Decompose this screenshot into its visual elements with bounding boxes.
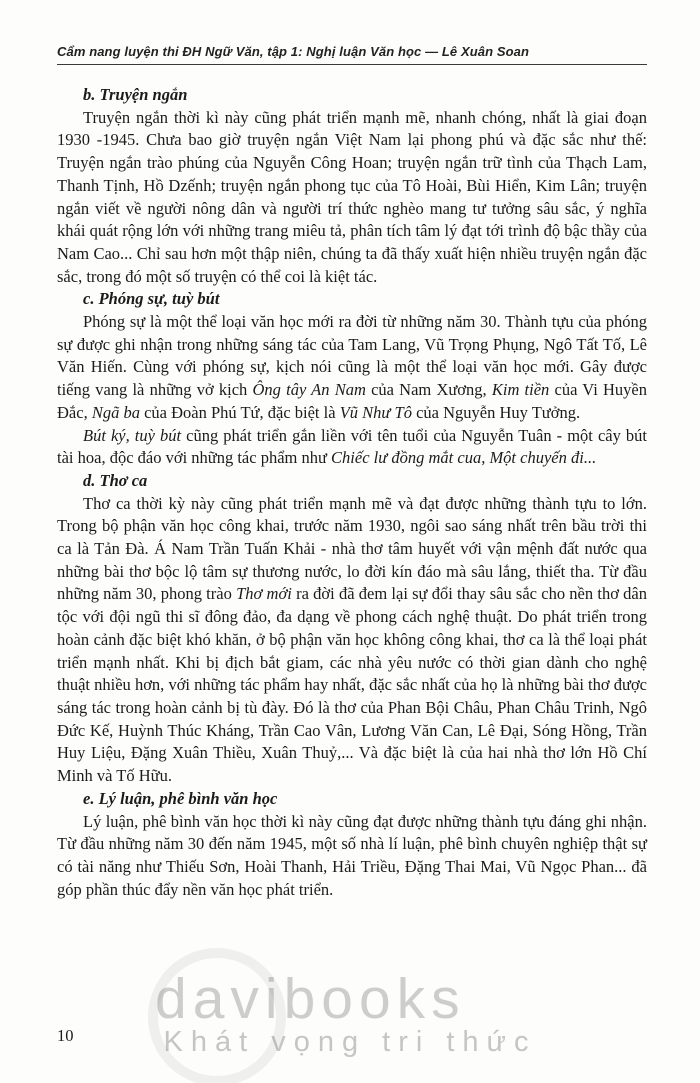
- italic-text-run: Kim tiền: [491, 380, 550, 400]
- paragraph: [57, 811, 647, 902]
- text-run: Phóng sự là một thể loại văn học mới ra đời từ những năm 30. Thành tựu của phóng sự được ghi nhận trong những sáng tác của Tam Lang, Vũ Trọng Phụng, Ngô Tất Tố, Lê Văn Hiến. Cùng với phóng sự, kịch nói cũng là một thể loại văn học mới. Gây được tiếng vang là những vở kịch: [57, 312, 647, 400]
- paragraph: [57, 493, 647, 788]
- paragraph: [57, 311, 647, 425]
- text-run: b. Truyện ngắn: [83, 85, 188, 104]
- text-run: Truyện ngắn thời kì này cũng phát triển mạnh mẽ, nhanh chóng, nhất là giai đoạn 1930 -1945. Chưa bao giờ truyện ngắn Việt Nam lại phong phú và đặc sắc như thế: Truyện ngắn trào phúng của Nguyễn Công Hoan; truyện ngắn trữ tình của Thạch Lam, Thanh Tịnh, Hồ Dzếnh; truyện ngắn phong tục của Tô Hoài, Bùi Hiển, Kim Lân; truyện ngắn viết về người nông dân và người trí thức nghèo mang tư tưởng sâu sắc, ý nghĩa khái quát rộng lớn với những trang miêu tả, phân tích tâm lý đạt tới trình độ bậc thầy của Nam Cao... Chỉ sau hơn một thập niên, chúng ta đã thấy xuất hiện nhiều truyện ngắn đặc sắc, trong đó một số truyện có thể coi là kiệt tác.: [57, 107, 647, 286]
- section-heading: [57, 288, 647, 311]
- section-heading: [57, 470, 647, 493]
- italic-text-run: Ngã ba: [91, 402, 140, 422]
- text-run: ra đời đã đem lại sự đổi thay sâu sắc cho nền thơ dân tộc với đội ngũ thi sĩ đông đảo, đa dạng về phong cách nghệ thuật. Do phát triển trong hoàn cảnh đặc biệt khó khăn, ở bộ phận văn học không công khai, thơ ca là thể loại phát triển mạnh nhất. Khi bị địch bắt giam, các nhà yêu nước có thời gian dành cho nghệ thuật nhiều hơn, với những tác phẩm hay nhất, đặc sắc nhất của họ là những bài thơ được sáng tác trong hoàn cảnh bị tù đày. Đó là thơ của Phan Bội Châu, Phan Châu Trinh, Ngô Đức Kế, Huỳnh Thúc Kháng, Trần Cao Vân, Lương Văn Can, Lê Đại, Sóng Hồng, Trần Huy Liệu, Đặng Xuân Thiều, Xuân Thuỷ,... Và đặc biệt là của hai nhà thơ lớn Hồ Chí Minh và Tố Hữu.: [57, 584, 647, 786]
- text-run: của Vi Huyền Đắc,: [57, 380, 648, 422]
- paragraph: [57, 425, 647, 470]
- text-run: của Nguyễn Huy Tưởng.: [411, 402, 581, 422]
- text-run: của Nam Xương,: [365, 380, 492, 400]
- section-heading: [57, 788, 647, 811]
- text-run: e. Lý luận, phê bình văn học: [83, 788, 278, 808]
- header-title: Cẩm nang luyện thi ĐH Ngữ Văn, tập 1: Nghị luận Văn học — Lê Xuân Soan: [57, 44, 530, 59]
- watermark-brand: davibooks: [155, 967, 466, 1031]
- text-run: Lý luận, phê bình văn học thời kì này cũng đạt được những thành tựu đáng ghi nhận. Từ đầu những năm 30 đến năm 1945, một số nhà lí luận, phê bình chuyên nghiệp thật sự có tài năng như Thiếu Sơn, Hoài Thanh, Hải Triều, Đặng Thai Mai, Vũ Ngọc Phan... đã góp phần thúc đẩy nền văn học phát triển.: [57, 811, 647, 899]
- page-number: 10: [57, 1026, 74, 1045]
- italic-text-run: Thơ mới: [236, 584, 292, 604]
- italic-text-run: Chiếc lư đồng mắt cua, Một chuyến đi...: [331, 448, 597, 468]
- italic-text-run: Bút ký, tuỳ bút: [83, 425, 182, 445]
- italic-text-run: Vũ Như Tô: [339, 402, 412, 422]
- text-run: c. Phóng sự, tuỳ bút: [83, 289, 220, 309]
- text-run: cũng phát triển gắn liền với tên tuổi của Nguyễn Tuân - một cây bút tài hoa, độc đáo với những tác phẩm như: [57, 425, 647, 468]
- section-heading: [57, 84, 647, 107]
- text-run: d. Thơ ca: [83, 470, 148, 490]
- running-header: [57, 44, 647, 65]
- paragraph: [57, 107, 647, 289]
- document-content: [57, 84, 647, 901]
- watermark-slogan: Khát vọng tri thức: [163, 1026, 537, 1058]
- text-run: Thơ ca thời kỳ này cũng phát triển mạnh mẽ và đạt được những thành tựu to lớn. Trong bộ phận văn học công khai, trước năm 1930, ngôi sao sáng nhất trên bầu trời thi ca là Tản Đà. Á Nam Trần Tuấn Khải - nhà thơ tâm huyết với vận mệnh đất nước qua những bài thơ bộc lộ tâm sự thương nước, lo đời kín đáo mà sâu lắng, thiết tha. Từ đầu những năm 30, phong trào: [57, 493, 647, 604]
- text-run: của Đoàn Phú Tứ, đặc biệt là: [139, 402, 340, 422]
- italic-text-run: Ông tây An Nam: [252, 380, 366, 400]
